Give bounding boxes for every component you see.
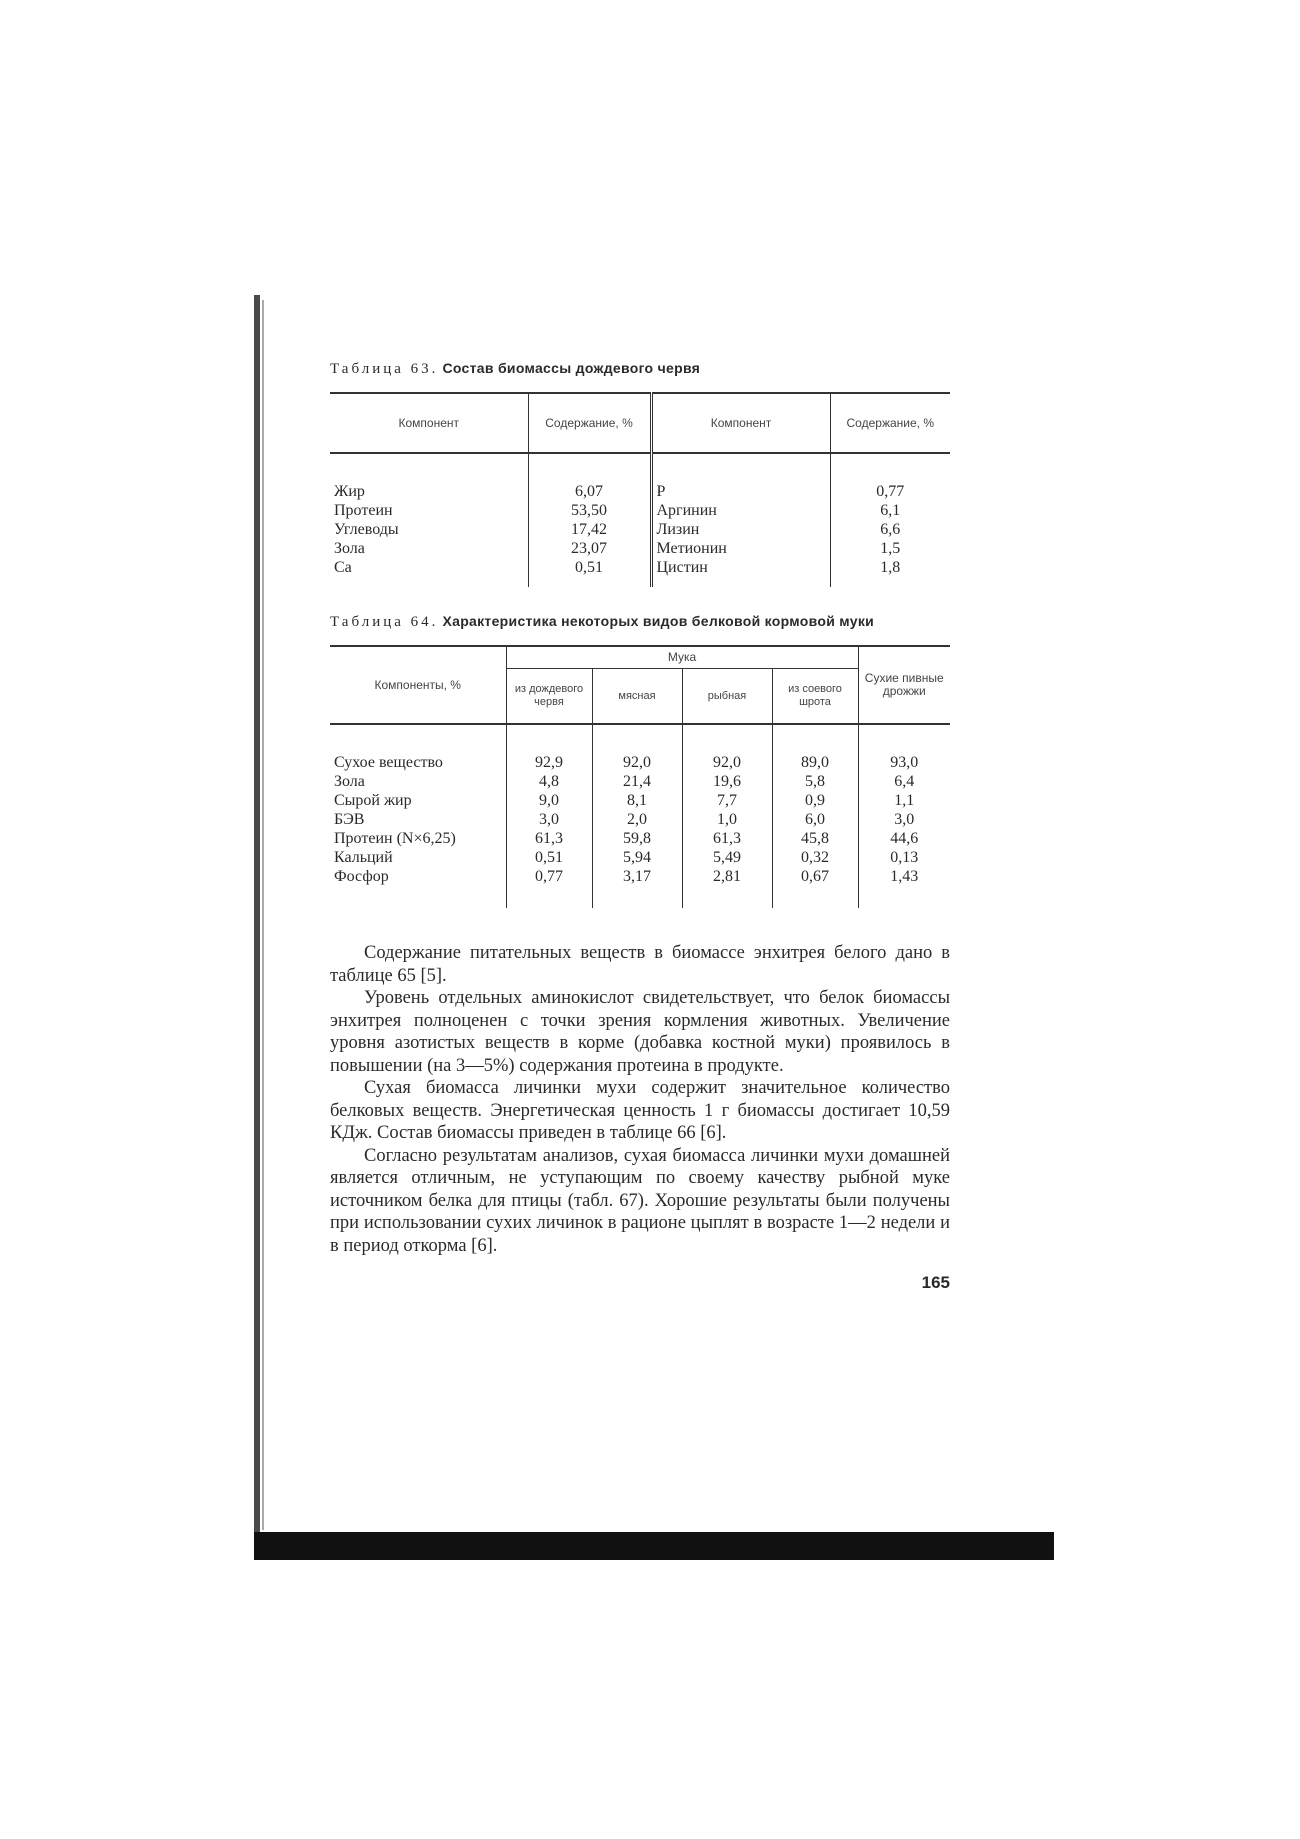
table-cell: Сырой жир: [334, 792, 412, 809]
book-page: [330, 360, 950, 1293]
table64-subheader: рыбная: [682, 669, 772, 725]
table-cell: Цистин: [651, 558, 830, 587]
table-cell: 0,51: [506, 848, 592, 867]
table-cell: Жир: [334, 483, 365, 500]
paragraph: Уровень отдельных аминокислот свидетельствует, что белок биомассы энхитрея полноценен с точки зрения кормления животных. Увеличение уровня азотистых веществ в корме (добавка костной муки) проявилось в повышении (на 3—5%) содержания протеина в продукте.: [330, 988, 950, 1076]
table-cell: 9,0: [506, 791, 592, 810]
table-cell: 21,4: [592, 772, 682, 791]
table-cell: Аргинин: [651, 501, 830, 520]
table-cell: 59,8: [592, 829, 682, 848]
scan-edge-left-shadow: [262, 300, 264, 1530]
table-cell: 2,81: [682, 867, 772, 908]
table-cell: 53,50: [528, 501, 651, 520]
table-cell: 92,0: [682, 724, 772, 772]
table-row: [330, 810, 950, 829]
table-cell: 2,0: [592, 810, 682, 829]
table63-header-row: [330, 393, 950, 453]
table-cell: Ca: [334, 559, 352, 576]
table63-header: Компонент: [398, 415, 459, 430]
table-row: [330, 772, 950, 791]
table-cell: 0,32: [772, 848, 858, 867]
table-cell: 1,0: [682, 810, 772, 829]
table-row: [330, 453, 950, 501]
table63-title: Состав биомассы дождевого червя: [442, 360, 701, 376]
table63-caption: [330, 360, 950, 378]
body-text: [330, 942, 950, 1257]
table-row: [330, 829, 950, 848]
table-cell: 7,7: [682, 791, 772, 810]
table-cell: 5,8: [772, 772, 858, 791]
table63-label: Таблица 63.: [330, 361, 439, 377]
table63-header: Содержание, %: [528, 393, 651, 453]
table-cell: 93,0: [858, 724, 950, 772]
table-cell: 3,0: [506, 810, 592, 829]
table-cell: 0,67: [772, 867, 858, 908]
table-cell: Лизин: [651, 520, 830, 539]
table-cell: 0,77: [506, 867, 592, 908]
table-cell: 89,0: [772, 724, 858, 772]
table-cell: Сухое вещество: [334, 754, 443, 771]
table-cell: 61,3: [506, 829, 592, 848]
table-cell: 44,6: [858, 829, 950, 848]
table-row: [330, 501, 950, 520]
paragraph: Согласно результатам анализов, сухая биомасса личинки мухи домашней является отличным, не уступающим по своему качеству рыбной муке источником белка для птицы (табл. 67). Хорошие результаты были получены при использовании сухих личинок в рационе цыплят в возрасте 1—2 недели и в период откорма [6].: [330, 1145, 950, 1256]
table-cell: 6,1: [830, 501, 950, 520]
table-cell: 6,07: [528, 453, 651, 501]
table-cell: Зола: [334, 540, 365, 557]
table-cell: 6,0: [772, 810, 858, 829]
table-cell: 0,77: [830, 453, 950, 501]
table-row: [330, 724, 950, 772]
paragraph: Сухая биомасса личинки мухи содержит значительное количество белковых веществ. Энергетическая ценность 1 г биомассы достигает 10,59 КДж. Состав биомассы приведен в таблице 66 [6].: [330, 1078, 950, 1143]
table-cell: 6,6: [830, 520, 950, 539]
table-cell: 92,0: [592, 724, 682, 772]
table64-header-last: Сухие пивные дрожжи: [858, 646, 950, 724]
table64-header-row: [330, 646, 950, 669]
table-cell: Протеин: [334, 502, 393, 519]
table-cell: 17,42: [528, 520, 651, 539]
table64-header-group: Мука: [506, 646, 858, 669]
table-cell: 5,94: [592, 848, 682, 867]
page-number: 165: [921, 1273, 950, 1292]
table-cell: 6,4: [858, 772, 950, 791]
table-row: [330, 791, 950, 810]
table-cell: 45,8: [772, 829, 858, 848]
table-cell: 1,5: [830, 539, 950, 558]
table-cell: Углеводы: [334, 521, 399, 538]
table63: [330, 392, 950, 587]
table-cell: Фосфор: [334, 868, 389, 885]
table64-subheader: мясная: [592, 669, 682, 725]
table-cell: 19,6: [682, 772, 772, 791]
table-row: [330, 867, 950, 908]
table-cell: Метионин: [651, 539, 830, 558]
table-cell: 1,43: [858, 867, 950, 908]
table-row: [330, 558, 950, 587]
table-row: [330, 848, 950, 867]
table-cell: 92,9: [506, 724, 592, 772]
table64-caption: [330, 613, 950, 631]
table-cell: 3,17: [592, 867, 682, 908]
table64-label: Таблица 64.: [330, 614, 439, 630]
table63-header: Компонент: [651, 393, 830, 453]
scan-edge-left: [254, 295, 260, 1535]
table64-title: Характеристика некоторых видов белковой кормовой муки: [442, 613, 875, 629]
table-cell: 23,07: [528, 539, 651, 558]
table64-subheader: из дождевого червя: [506, 669, 592, 725]
table-cell: 61,3: [682, 829, 772, 848]
table-cell: P: [651, 453, 830, 501]
paragraph: Содержание питательных веществ в биомассе энхитрея белого дано в таблице 65 [5].: [330, 943, 950, 986]
table-cell: 1,1: [858, 791, 950, 810]
table-cell: 1,8: [830, 558, 950, 587]
table-cell: Зола: [334, 773, 365, 790]
table-cell: БЭВ: [334, 811, 365, 828]
table-cell: 0,51: [528, 558, 651, 587]
table-cell: 0,9: [772, 791, 858, 810]
table-cell: 5,49: [682, 848, 772, 867]
table64: [330, 645, 950, 908]
table-row: [330, 539, 950, 558]
table-row: [330, 520, 950, 539]
table64-header-component: Компоненты, %: [374, 677, 461, 692]
table-cell: 8,1: [592, 791, 682, 810]
table-cell: 3,0: [858, 810, 950, 829]
scan-edge-bottom: [254, 1532, 1054, 1560]
table-cell: 0,13: [858, 848, 950, 867]
table-cell: Протеин (N×6,25): [334, 830, 456, 847]
table64-subheader: из соевого шрота: [772, 669, 858, 725]
table63-header: Содержание, %: [830, 393, 950, 453]
table-cell: Кальций: [334, 849, 393, 866]
table-cell: 4,8: [506, 772, 592, 791]
